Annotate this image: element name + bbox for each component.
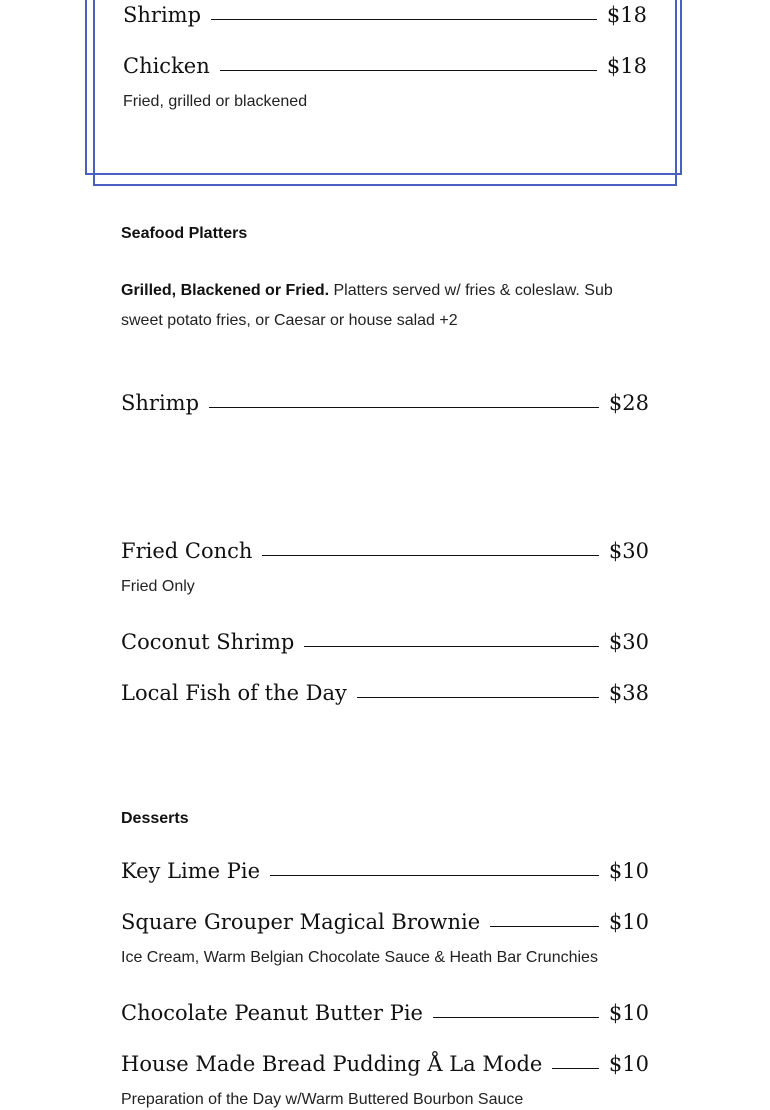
dotted-leader (304, 646, 599, 647)
dotted-leader (220, 70, 597, 71)
section-heading-seafood-platters: Seafood Platters (121, 225, 248, 242)
dotted-leader (552, 1068, 599, 1069)
menu-item-price: $10 (608, 910, 649, 934)
menu-item-name: Square Grouper Magical Brownie (121, 910, 481, 934)
menu-item-name: Fried Conch (121, 539, 253, 563)
menu-item-price: $10 (608, 1052, 649, 1076)
menu-item-price: $10 (608, 859, 649, 883)
menu-item-magical-brownie (121, 910, 649, 935)
dotted-leader (209, 407, 599, 408)
menu-item-description: Fried Only (121, 578, 195, 595)
menu-item-coconut-shrimp (121, 630, 649, 655)
dotted-leader (357, 697, 599, 698)
menu-item-price: $18 (606, 3, 647, 27)
menu-item-description: Ice Cream, Warm Belgian Chocolate Sauce & Heath Bar Crunchies (121, 949, 598, 966)
menu-item-name: Key Lime Pie (121, 859, 261, 883)
menu-item-description: Fried, grilled or blackened (123, 93, 308, 110)
dotted-leader (433, 1017, 599, 1018)
menu-item-price: $28 (608, 391, 649, 415)
menu-item-platter-shrimp (121, 391, 649, 416)
menu-item-name: Chocolate Peanut Butter Pie (121, 1001, 423, 1025)
dotted-leader (490, 926, 599, 927)
menu-item-chocolate-peanut-butter-pie (121, 1001, 649, 1026)
section-note-text: Platters served w/ fries & coleslaw. Sub sweet potato fries, or Caesar or house salad +2 (121, 282, 613, 329)
menu-item-price: $10 (608, 1001, 649, 1025)
menu-item-name: House Made Bread Pudding Å La Mode (121, 1052, 543, 1076)
menu-item-price: $30 (608, 630, 649, 654)
menu-item-key-lime-pie (121, 859, 649, 884)
dotted-leader (211, 19, 597, 20)
menu-item-price: $18 (606, 54, 647, 78)
menu-item-name: Chicken (123, 54, 210, 78)
menu-item-name: Shrimp (123, 3, 202, 27)
menu-item-price: $30 (608, 539, 649, 563)
section-heading-desserts: Desserts (121, 810, 189, 827)
menu-item-local-fish (121, 681, 649, 706)
dotted-leader (270, 875, 599, 876)
dotted-leader (262, 555, 599, 556)
menu-item-name: Local Fish of the Day (121, 681, 347, 705)
menu-item-boxed-shrimp (123, 3, 647, 28)
menu-item-fried-conch (121, 539, 649, 564)
menu-item-bread-pudding (121, 1052, 649, 1077)
section-note-seafood-platters (121, 276, 651, 336)
menu-item-boxed-chicken (123, 54, 647, 79)
menu-item-name: Coconut Shrimp (121, 630, 295, 654)
menu-item-name: Shrimp (121, 391, 200, 415)
section-note-bold: Grilled, Blackened or Fried. (121, 282, 330, 299)
menu-item-price: $38 (608, 681, 649, 705)
menu-item-description: Preparation of the Day w/Warm Buttered Bourbon Sauce (121, 1091, 524, 1108)
